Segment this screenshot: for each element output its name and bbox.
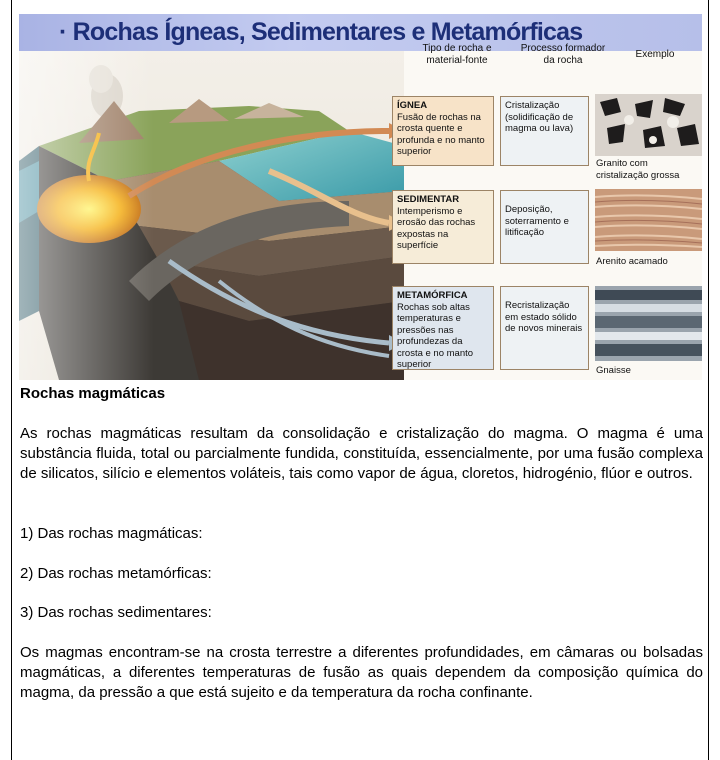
metamorphic-source-text: Rochas sob altas temperaturas e pressões nas profundezas da crosta e no manto superior xyxy=(397,301,474,370)
sedimentary-title: SEDIMENTAR xyxy=(397,194,460,205)
metamorphic-type-box xyxy=(392,286,494,370)
sedimentary-source-text: Intemperismo e erosão das rochas expostas na superfície xyxy=(397,205,476,251)
metamorphic-process-text: Recristalização em estado sólido de novos minerais xyxy=(505,300,583,334)
sandstone-caption: Arenito acamado xyxy=(596,256,668,267)
column-head-example: Exemplo xyxy=(635,49,675,60)
paragraph-magma-location: Os magmas encontram-se na crosta terrestre a diferentes profundidades, em câmaras ou bolsadas magmáticas, a diferentes temperaturas de fusão as quais dependem da composição química do magma, da pressão a que está sujeito e da temperatura da rocha confinante. xyxy=(20,644,703,701)
metamorphic-title: METAMÓRFICA xyxy=(397,290,468,301)
gneiss-caption: Gnaisse xyxy=(596,365,631,376)
gneiss-image xyxy=(595,286,702,361)
igneous-title: ÍGNEA xyxy=(397,100,428,111)
list-item-3: 3) Das rochas sedimentares: xyxy=(20,604,212,621)
sedimentary-type-box xyxy=(392,190,494,264)
igneous-process-text: Cristalização (solidificação de magma ou lava) xyxy=(505,100,574,134)
section-heading: Rochas magmáticas xyxy=(20,385,166,402)
list-item-2: 2) Das rochas metamórficas: xyxy=(20,565,212,582)
rock-types-figure xyxy=(19,14,702,380)
column-head-process: Processo formador da rocha xyxy=(520,43,606,66)
sandstone-image xyxy=(595,189,702,251)
figure-title: · Rochas Ígneas, Sedimentares e Metamórficas xyxy=(59,18,583,46)
granite-caption: Granito com cristalização grossa xyxy=(596,158,680,181)
igneous-process-box xyxy=(500,96,589,166)
granite-image xyxy=(595,94,702,156)
column-head-rock-type: Tipo de rocha e material-fonte xyxy=(422,43,492,66)
list-item-1: 1) Das rochas magmáticas: xyxy=(20,525,203,542)
igneous-type-box xyxy=(392,96,494,166)
sedimentary-process-box xyxy=(500,190,589,264)
igneous-source-text: Fusão de rochas na crosta quente e profunda e no manto superior xyxy=(397,111,485,157)
paragraph-magmatic-rocks: As rochas magmáticas resultam da consolidação e cristalização do magma. O magma é uma substância fluida, total ou parcialmente fundida, constituída, essencialmente, por uma fusão complexa de silicatos, silício e elementos voláteis, tais como vapor de água, cloretos, hidrogénio, flúor e outros. xyxy=(20,425,703,482)
sedimentary-process-text: Deposição, soterramento e litificação xyxy=(505,204,569,238)
metamorphic-process-box xyxy=(500,286,589,370)
earth-crust-block-diagram xyxy=(19,51,404,380)
